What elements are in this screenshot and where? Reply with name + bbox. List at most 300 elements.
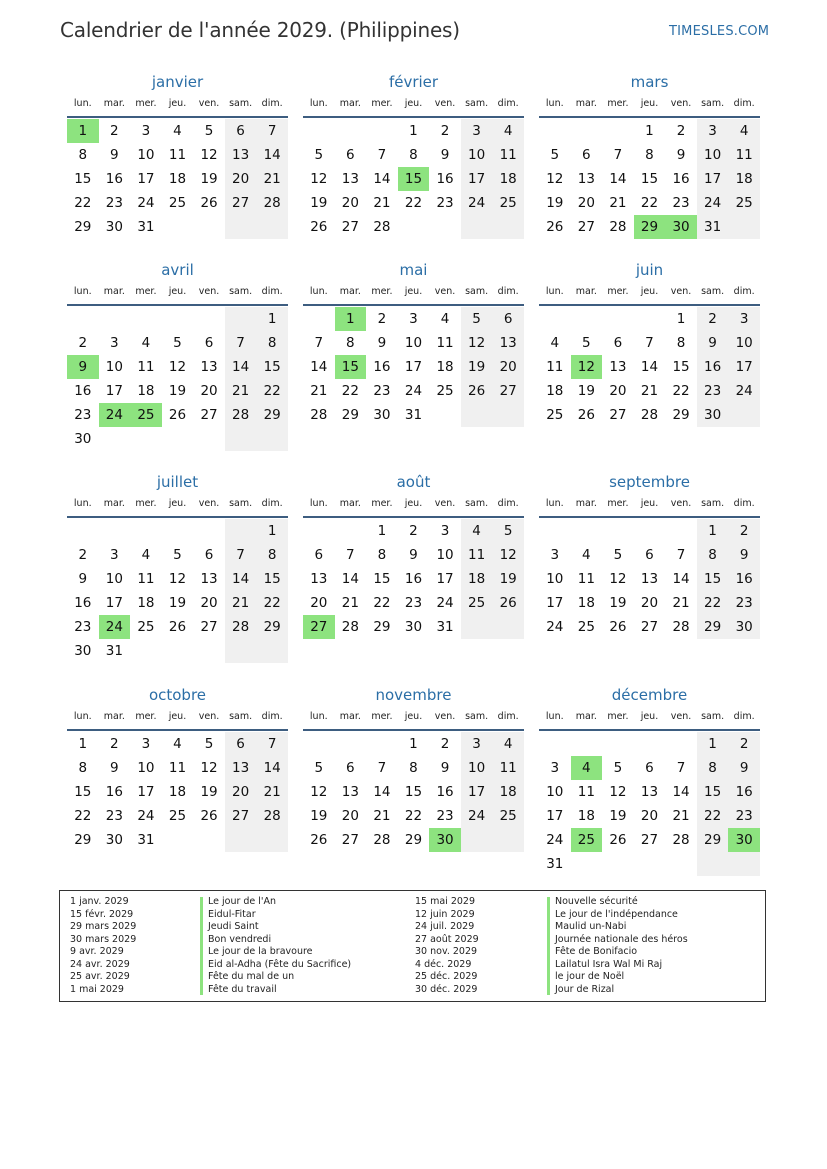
day-cell: 25 (168, 808, 187, 824)
day-cell: 5 (613, 547, 623, 563)
day-cell: 16 (105, 784, 123, 800)
weekday-label: jeu. (404, 286, 423, 297)
weekday-label: ven. (434, 711, 456, 722)
day-grid (539, 119, 760, 239)
day-cell: 9 (728, 756, 760, 780)
day-cell: 17 (461, 167, 493, 191)
weekday-label: dim. (261, 498, 283, 509)
weekday-label: mar. (575, 498, 597, 509)
day-cell: 1 (256, 307, 288, 331)
empty-day-cell (162, 519, 194, 543)
day-cell: 21 (256, 167, 288, 191)
weekday-label: lun. (545, 498, 564, 509)
day-cell: 22 (672, 383, 690, 399)
day-cell: 18 (577, 595, 595, 611)
empty-day-cell (602, 852, 634, 876)
day-cell: 22 (404, 195, 423, 211)
empty-day-cell (461, 403, 493, 427)
day-cell: 22 (74, 195, 92, 211)
day-cell: 29 (697, 828, 729, 852)
legend-date-text: 9 avr. 2029 (70, 946, 124, 957)
day-cell: 5 (550, 147, 560, 163)
day-cell: 23 (436, 195, 454, 211)
empty-day-cell (571, 519, 603, 543)
legend-right-dates (415, 896, 479, 996)
day-cell: 8 (697, 756, 729, 780)
empty-day-cell (99, 519, 131, 543)
weekday-label: jeu. (168, 711, 187, 722)
day-cell: 15 (74, 784, 92, 800)
day-cell: 19 (200, 784, 218, 800)
weekday-label: dim. (497, 711, 519, 722)
empty-day-cell (67, 307, 99, 331)
day-cell: 6 (346, 760, 355, 776)
empty-day-cell (335, 119, 367, 143)
weekday-header (303, 94, 524, 116)
month-divider (67, 116, 288, 118)
day-cell: 15 (697, 567, 729, 591)
day-cell: 8 (377, 547, 387, 563)
empty-day-cell (335, 732, 367, 756)
weekday-label: mar. (103, 498, 125, 509)
day-cell: 9 (697, 331, 729, 355)
day-cell: 8 (256, 331, 288, 355)
day-cell: 20 (609, 383, 627, 399)
day-cell: 26 (461, 379, 493, 403)
empty-day-cell (492, 828, 524, 852)
holiday-day-cell: 15 (335, 355, 367, 379)
day-cell: 14 (341, 571, 359, 587)
day-cell: 7 (256, 119, 288, 143)
month-3 (67, 258, 288, 470)
weekday-label: jeu. (404, 98, 423, 109)
day-cell: 24 (461, 191, 493, 215)
day-cell: 5 (204, 736, 214, 752)
holiday-day-cell: 1 (335, 307, 367, 331)
day-cell: 6 (645, 547, 654, 563)
day-cell: 25 (461, 591, 493, 615)
day-cell: 2 (728, 732, 760, 756)
day-cell: 8 (645, 147, 654, 163)
day-cell: 7 (377, 147, 387, 163)
weekday-header (539, 94, 760, 116)
day-cell: 18 (168, 171, 187, 187)
empty-day-cell (492, 615, 524, 639)
day-cell: 5 (582, 335, 591, 351)
day-cell: 28 (672, 619, 690, 635)
day-cell: 23 (436, 808, 454, 824)
day-cell: 5 (492, 519, 524, 543)
day-grid (67, 732, 288, 852)
weekday-label: mar. (103, 286, 125, 297)
day-cell: 18 (168, 784, 187, 800)
day-cell: 8 (676, 335, 686, 351)
day-cell: 14 (672, 571, 690, 587)
empty-day-cell (225, 427, 257, 451)
day-cell: 1 (697, 519, 729, 543)
day-cell: 4 (173, 736, 182, 752)
day-cell: 17 (546, 808, 564, 824)
day-cell: 3 (110, 335, 119, 351)
day-cell: 15 (256, 355, 288, 379)
weekday-label: lun. (309, 711, 328, 722)
month-10 (303, 683, 524, 883)
month-8 (539, 470, 760, 683)
day-cell: 24 (404, 383, 423, 399)
day-cell: 28 (373, 219, 391, 235)
day-cell: 19 (168, 595, 187, 611)
day-cell: 12 (168, 571, 187, 587)
day-cell: 13 (225, 756, 257, 780)
empty-day-cell (130, 519, 162, 543)
day-cell: 16 (74, 383, 92, 399)
month-2 (539, 70, 760, 258)
day-cell: 25 (546, 407, 564, 423)
weekday-header (303, 282, 524, 304)
empty-day-cell (571, 732, 603, 756)
empty-day-cell (256, 427, 288, 451)
weekday-label: jeu. (640, 98, 659, 109)
weekday-label: dim. (497, 286, 519, 297)
empty-day-cell (193, 519, 225, 543)
day-cell: 14 (373, 171, 391, 187)
weekday-label: mer. (135, 98, 157, 109)
day-cell: 4 (582, 547, 591, 563)
day-cell: 26 (609, 619, 627, 635)
day-cell: 16 (697, 355, 729, 379)
empty-day-cell (461, 615, 493, 639)
day-cell: 19 (609, 808, 627, 824)
day-cell: 4 (461, 519, 493, 543)
day-cell: 8 (78, 760, 88, 776)
weekday-header (67, 282, 288, 304)
day-cell: 25 (168, 195, 187, 211)
day-cell: 6 (314, 547, 324, 563)
empty-day-cell (335, 519, 367, 543)
day-cell: 23 (728, 804, 760, 828)
month-name: août (396, 473, 431, 491)
day-cell: 31 (105, 643, 123, 659)
empty-day-cell (634, 307, 666, 331)
weekday-label: mer. (371, 98, 393, 109)
day-cell: 10 (436, 547, 454, 563)
day-cell: 11 (492, 756, 524, 780)
month-11 (539, 683, 760, 883)
empty-day-cell (225, 639, 257, 663)
weekday-label: lun. (309, 286, 328, 297)
day-cell: 26 (492, 591, 524, 615)
day-cell: 1 (377, 523, 387, 539)
weekday-label: mer. (607, 98, 629, 109)
day-cell: 5 (173, 547, 182, 563)
day-grid (539, 307, 760, 427)
weekday-label: sam. (465, 711, 489, 722)
weekday-label: mar. (339, 98, 361, 109)
day-cell: 2 (409, 523, 418, 539)
day-cell: 3 (141, 736, 151, 752)
weekday-label: mer. (135, 711, 157, 722)
month-divider (303, 304, 524, 306)
day-cell: 31 (137, 832, 155, 848)
legend-name-text: Eid al-Adha (Fête du Sacrifice) (208, 958, 352, 970)
legend-name-text: Bon vendredi (208, 933, 272, 945)
weekday-label: jeu. (168, 498, 187, 509)
month-divider (539, 729, 760, 731)
day-cell: 21 (609, 195, 627, 211)
empty-day-cell (461, 828, 493, 852)
day-cell: 4 (492, 732, 524, 756)
weekday-label: mer. (607, 498, 629, 509)
holiday-legend (59, 890, 766, 1002)
day-cell: 28 (373, 832, 391, 848)
day-cell: 30 (74, 643, 92, 659)
day-cell: 21 (373, 808, 391, 824)
legend-left-names (208, 896, 351, 996)
weekday-label: mar. (103, 711, 125, 722)
day-cell: 20 (225, 167, 257, 191)
legend-date-text: 24 juil. 2029 (415, 921, 475, 932)
weekday-label: jeu. (640, 711, 659, 722)
weekday-label: lun. (309, 98, 328, 109)
weekday-header (539, 707, 760, 729)
day-cell: 1 (78, 736, 88, 752)
day-cell: 15 (640, 171, 659, 187)
legend-name-text: Fête du travail (208, 983, 277, 995)
day-cell: 7 (225, 331, 257, 355)
empty-day-cell (602, 307, 634, 331)
legend-right-names (555, 896, 688, 996)
holiday-day-cell: 30 (429, 828, 461, 852)
day-cell: 26 (546, 219, 564, 235)
day-cell: 27 (225, 191, 257, 215)
legend-date-text: 12 juin 2029 (415, 908, 475, 920)
day-cell: 11 (461, 543, 493, 567)
weekday-label: sam. (229, 711, 253, 722)
day-cell: 24 (546, 832, 564, 848)
legend-left-dates (70, 896, 136, 996)
holiday-day-cell: 9 (67, 355, 99, 379)
weekday-label: dim. (261, 98, 283, 109)
day-cell: 21 (672, 808, 690, 824)
weekday-label: ven. (434, 98, 456, 109)
legend-name-text: Fête de Bonifacio (555, 946, 638, 957)
day-cell: 20 (225, 780, 257, 804)
empty-day-cell (602, 119, 634, 143)
day-cell: 22 (404, 808, 423, 824)
day-cell: 3 (461, 732, 493, 756)
empty-day-cell (571, 852, 603, 876)
day-cell: 3 (550, 547, 560, 563)
day-cell: 23 (105, 195, 123, 211)
legend-name-text: Lailatul Isra Wal Mi Raj (555, 958, 663, 970)
empty-day-cell (162, 215, 194, 239)
day-cell: 2 (440, 123, 450, 139)
day-cell: 1 (409, 123, 418, 139)
month-divider (67, 516, 288, 518)
weekday-label: jeu. (168, 98, 187, 109)
day-cell: 30 (404, 619, 423, 635)
day-grid (303, 519, 524, 639)
day-cell: 9 (440, 760, 450, 776)
day-cell: 18 (461, 567, 493, 591)
month-name: novembre (375, 686, 452, 704)
day-cell: 11 (546, 359, 564, 375)
holiday-day-cell: 24 (99, 615, 131, 639)
empty-day-cell (225, 307, 257, 331)
weekday-label: sam. (465, 286, 489, 297)
day-cell: 26 (168, 407, 187, 423)
day-cell: 4 (550, 335, 560, 351)
day-cell: 26 (310, 219, 328, 235)
day-cell: 16 (436, 171, 454, 187)
empty-day-cell (256, 828, 288, 852)
empty-day-cell (461, 215, 493, 239)
day-cell: 24 (137, 195, 155, 211)
weekday-label: mar. (575, 286, 597, 297)
day-cell: 10 (137, 147, 155, 163)
day-cell: 13 (640, 571, 659, 587)
legend-name-text: Journée nationale des héros (555, 933, 688, 945)
empty-day-cell (602, 519, 634, 543)
day-cell: 4 (728, 119, 760, 143)
empty-day-cell (571, 307, 603, 331)
day-cell: 27 (492, 379, 524, 403)
day-cell: 11 (577, 571, 595, 587)
weekday-label: sam. (465, 498, 489, 509)
empty-day-cell (429, 403, 461, 427)
day-cell: 9 (78, 571, 88, 587)
legend-date-text: 25 avr. 2029 (70, 971, 130, 982)
day-cell: 15 (373, 571, 391, 587)
day-cell: 13 (341, 784, 359, 800)
month-divider (67, 304, 288, 306)
day-cell: 6 (204, 335, 214, 351)
day-cell: 4 (141, 335, 151, 351)
weekday-label: sam. (229, 98, 253, 109)
weekday-label: jeu. (168, 286, 187, 297)
day-cell: 27 (200, 619, 218, 635)
weekday-label: mer. (135, 498, 157, 509)
day-cell: 19 (168, 383, 187, 399)
weekday-label: ven. (198, 286, 220, 297)
day-cell: 28 (341, 619, 359, 635)
weekday-label: ven. (670, 286, 692, 297)
legend-name-text: Maulid un-Nabi (555, 921, 627, 932)
day-cell: 18 (577, 808, 595, 824)
empty-day-cell (366, 119, 398, 143)
day-cell: 12 (609, 784, 627, 800)
day-cell: 14 (310, 359, 328, 375)
day-cell: 2 (377, 311, 387, 327)
day-cell: 15 (697, 780, 729, 804)
holiday-day-cell: 30 (728, 828, 760, 852)
day-cell: 11 (492, 143, 524, 167)
weekday-label: ven. (670, 98, 692, 109)
day-cell: 27 (640, 619, 659, 635)
day-cell: 18 (492, 780, 524, 804)
day-cell: 19 (310, 808, 328, 824)
day-cell: 6 (582, 147, 591, 163)
legend-name-text: Jeudi Saint (208, 921, 259, 932)
legend-date-text: 1 mai 2029 (70, 983, 124, 995)
weekday-label: mer. (371, 286, 393, 297)
day-cell: 13 (492, 331, 524, 355)
weekday-label: mer. (607, 286, 629, 297)
weekday-label: ven. (198, 98, 220, 109)
month-name: avril (161, 261, 194, 279)
day-cell: 26 (609, 832, 627, 848)
brand-link[interactable]: TIMESLES.COM (669, 24, 770, 39)
weekday-label: sam. (701, 98, 725, 109)
holiday-day-cell: 15 (398, 167, 430, 191)
day-cell: 31 (546, 856, 564, 872)
legend-name-text: Eidul-Fitar (208, 908, 256, 920)
empty-day-cell (398, 215, 430, 239)
day-cell: 19 (200, 171, 218, 187)
weekday-label: dim. (733, 286, 755, 297)
day-cell: 16 (105, 171, 123, 187)
day-cell: 22 (697, 591, 729, 615)
day-cell: 25 (728, 191, 760, 215)
month-7 (303, 470, 524, 683)
day-cell: 17 (461, 780, 493, 804)
day-cell: 13 (640, 784, 659, 800)
day-cell: 27 (577, 219, 595, 235)
empty-day-cell (539, 307, 571, 331)
empty-day-cell (634, 732, 666, 756)
month-name: mai (399, 261, 428, 279)
day-grid (303, 119, 524, 239)
day-cell: 22 (341, 383, 359, 399)
day-cell: 21 (256, 780, 288, 804)
month-divider (303, 729, 524, 731)
day-cell: 30 (373, 407, 391, 423)
day-cell: 12 (461, 331, 493, 355)
weekday-label: lun. (73, 286, 92, 297)
day-cell: 17 (137, 171, 155, 187)
day-cell: 28 (609, 219, 627, 235)
day-cell: 4 (440, 311, 450, 327)
day-cell: 15 (404, 784, 423, 800)
empty-day-cell (665, 732, 697, 756)
day-cell: 8 (78, 147, 88, 163)
day-grid (539, 732, 760, 876)
day-cell: 10 (105, 571, 123, 587)
day-cell: 29 (373, 619, 391, 635)
day-cell: 8 (409, 147, 418, 163)
weekday-label: sam. (701, 286, 725, 297)
day-cell: 18 (728, 167, 760, 191)
weekday-label: dim. (261, 711, 283, 722)
month-name: février (388, 73, 439, 91)
day-cell: 25 (492, 804, 524, 828)
day-cell: 6 (492, 307, 524, 331)
legend-date-text: 15 mai 2029 (415, 896, 476, 907)
month-name: décembre (611, 686, 688, 704)
month-name: juillet (156, 473, 199, 491)
day-cell: 30 (74, 431, 92, 447)
day-grid (303, 732, 524, 852)
weekday-label: sam. (701, 498, 725, 509)
empty-day-cell (492, 215, 524, 239)
day-cell: 28 (672, 832, 690, 848)
day-cell: 20 (341, 195, 359, 211)
month-name: mars (630, 73, 669, 91)
day-cell: 28 (310, 407, 328, 423)
day-cell: 31 (137, 219, 155, 235)
day-cell: 1 (676, 311, 686, 327)
empty-day-cell (162, 828, 194, 852)
